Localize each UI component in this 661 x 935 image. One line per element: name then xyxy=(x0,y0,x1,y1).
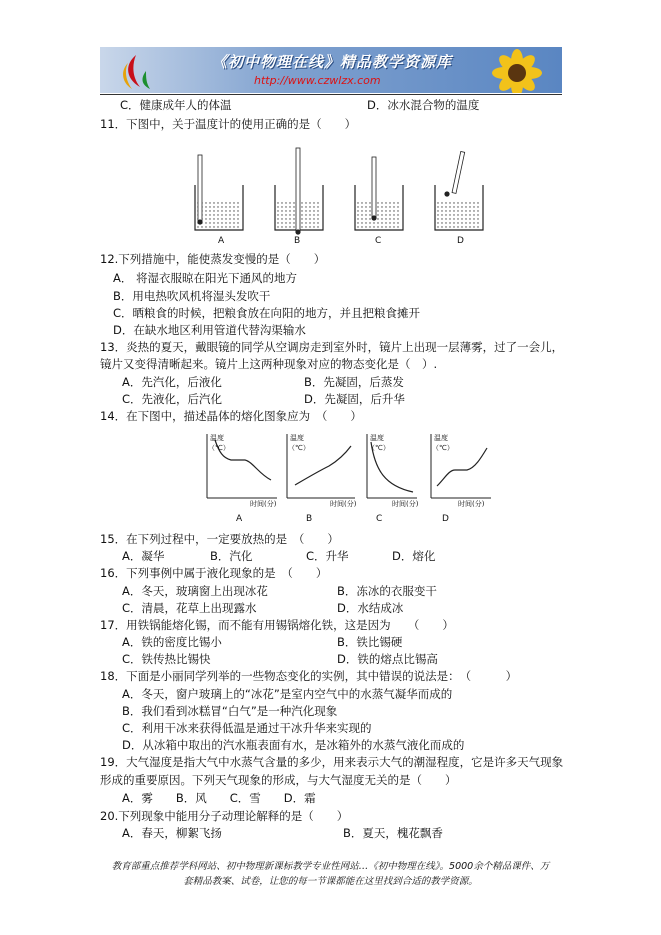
text-line: 形成的重要原因。下列天气现象的形成，与大气湿度无关的是（ ） xyxy=(100,773,457,787)
text-line: 16．下列事例中属于液化现象的是 （ ） xyxy=(100,566,328,580)
text-line: A．铁的密度比锡小 xyxy=(122,635,222,649)
thermometer-label-d: D xyxy=(457,236,464,246)
text-line: 18．下面是小丽同学列举的一些物态变化的实例，其中错误的说法是： （ ） xyxy=(100,669,518,683)
text-line: B．铁比锡硬 xyxy=(337,635,403,649)
text-line: B．用电热吹风机将湿头发吹干 xyxy=(113,289,271,303)
text-line: D．从冰箱中取出的汽水瓶表面有水，是冰箱外的水蒸气液化而成的 xyxy=(122,738,465,752)
thermometer-figure xyxy=(180,145,490,250)
graph-ylabel-unit: （℃） xyxy=(208,444,230,452)
text-line: C．利用干冰来获得低温是通过干冰升华来实现的 xyxy=(122,721,372,735)
text-line: B．冻冰的衣服变干 xyxy=(337,584,437,598)
graph-xlabel: 时间(分) xyxy=(392,500,419,508)
text-line: B．我们看到冰糕冒“白气”是一种汽化现象 xyxy=(122,704,338,718)
melting-graph-figure xyxy=(195,430,495,510)
text-line: 17．用铁锅能熔化锡，而不能有用锡锅熔化铁，这是因为 （ ） xyxy=(100,618,454,632)
footer-line-1: 教育部重点推荐学科网站、初中物理新课标教学专业性网站…《初中物理在线》。5000余个精品课件、万 xyxy=(111,861,550,872)
beaker-d xyxy=(435,152,483,230)
text-line: A．先汽化，后液化 xyxy=(122,375,222,389)
text-line: 镜片又变得清晰起来。镜片上这两种现象对应的物态变化是（ ）. xyxy=(100,357,438,371)
text-line: D．水结成冰 xyxy=(337,601,404,615)
text-line: C．晒粮食的时候，把粮食放在向阳的地方，并且把粮食摊开 xyxy=(113,306,421,320)
graph-ylabel: 温度 xyxy=(210,434,224,442)
text-line: A．凝华 xyxy=(122,549,165,563)
text-line: 11．下图中，关于温度计的使用正确的是（ ） xyxy=(100,117,357,131)
text-line: D．铁的熔点比锡高 xyxy=(337,652,438,666)
thermometer-label-a: A xyxy=(218,236,225,246)
text-line: B．汽化 xyxy=(210,549,253,563)
beaker-b xyxy=(275,148,323,235)
graph-option-label: B xyxy=(306,514,313,524)
footer-line-2: 套精品教案、试卷，让您的每一节课都能在这里找到合适的教学资源。 xyxy=(183,876,478,887)
graph-ylabel: 温度 xyxy=(290,434,304,442)
logo-icon xyxy=(106,51,166,91)
graph-ylabel-unit: （℃） xyxy=(368,444,390,452)
graph-xlabel: 时间(分) xyxy=(330,500,357,508)
graph-xlabel: 时间(分) xyxy=(458,500,485,508)
text-line: A．春天，柳絮飞扬 xyxy=(122,826,222,840)
text-line: C．健康成年人的体温 xyxy=(120,98,232,112)
text-line: B．夏天，槐花飘香 xyxy=(343,826,443,840)
header-rule xyxy=(100,94,562,95)
text-line: 13．炎热的夏天，戴眼镜的同学从空调房走到室外时，镜片上出现一层薄雾，过了一会儿， xyxy=(100,340,564,354)
graph-option-label: D xyxy=(442,514,449,524)
graph-ylabel-unit: （℃） xyxy=(288,444,310,452)
text-line: B．先凝固，后蒸发 xyxy=(304,375,404,389)
text-line: D．冰水混合物的温度 xyxy=(367,98,480,112)
text-line: A．冬天，玻璃窗上出现冰花 xyxy=(122,584,268,598)
site-title: 《初中物理在线》精品教学资源库 xyxy=(212,53,453,71)
text-line: D．在缺水地区利用管道代替沟渠输水 xyxy=(113,323,306,337)
graph-ylabel-unit: （℃） xyxy=(432,444,454,452)
text-line: A．冬天，窗户玻璃上的“冰花”是室内空气中的水蒸气凝华而成的 xyxy=(122,687,453,701)
text-line: C．先液化，后汽化 xyxy=(122,392,223,406)
text-line: 20.下列现象中能用分子动理论解释的是（ ） xyxy=(100,809,349,823)
text-line: C．清晨，花草上出现露水 xyxy=(122,601,257,615)
text-line: C．升华 xyxy=(306,549,349,563)
text-line: D．熔化 xyxy=(392,549,436,563)
graph-xlabel: 时间(分) xyxy=(250,500,277,508)
text-line: A．雾 B．风 C．雪 D．霜 xyxy=(122,791,316,805)
header-banner xyxy=(100,47,562,93)
thermometer-label-c: C xyxy=(375,236,382,246)
site-url[interactable]: http://www.czwlzx.com xyxy=(254,74,381,87)
graph-option-label: A xyxy=(236,514,243,524)
text-line: C．铁传热比锡快 xyxy=(122,652,211,666)
beaker-a xyxy=(195,155,243,230)
graph-ylabel: 温度 xyxy=(434,434,448,442)
text-line: 15．在下列过程中，一定要放热的是 （ ） xyxy=(100,532,339,546)
text-line: 19．大气湿度是指大气中水蒸气含量的多少，用来表示大气的潮湿程度，它是许多天气现象 xyxy=(100,755,564,769)
beaker-c xyxy=(355,157,403,230)
text-line: 12.下列措施中，能使蒸发变慢的是（ ） xyxy=(100,252,326,266)
thermometer-label-b: B xyxy=(294,236,301,246)
graph-ylabel: 温度 xyxy=(370,434,384,442)
text-line: A． 将湿衣服晾在阳光下通风的地方 xyxy=(113,271,298,285)
text-line: D．先凝固，后升华 xyxy=(304,392,405,406)
sunflower-icon xyxy=(482,47,552,93)
text-line: 14．在下图中，描述晶体的熔化图象应为 （ ） xyxy=(100,409,362,423)
graph-option-label: C xyxy=(376,514,383,524)
